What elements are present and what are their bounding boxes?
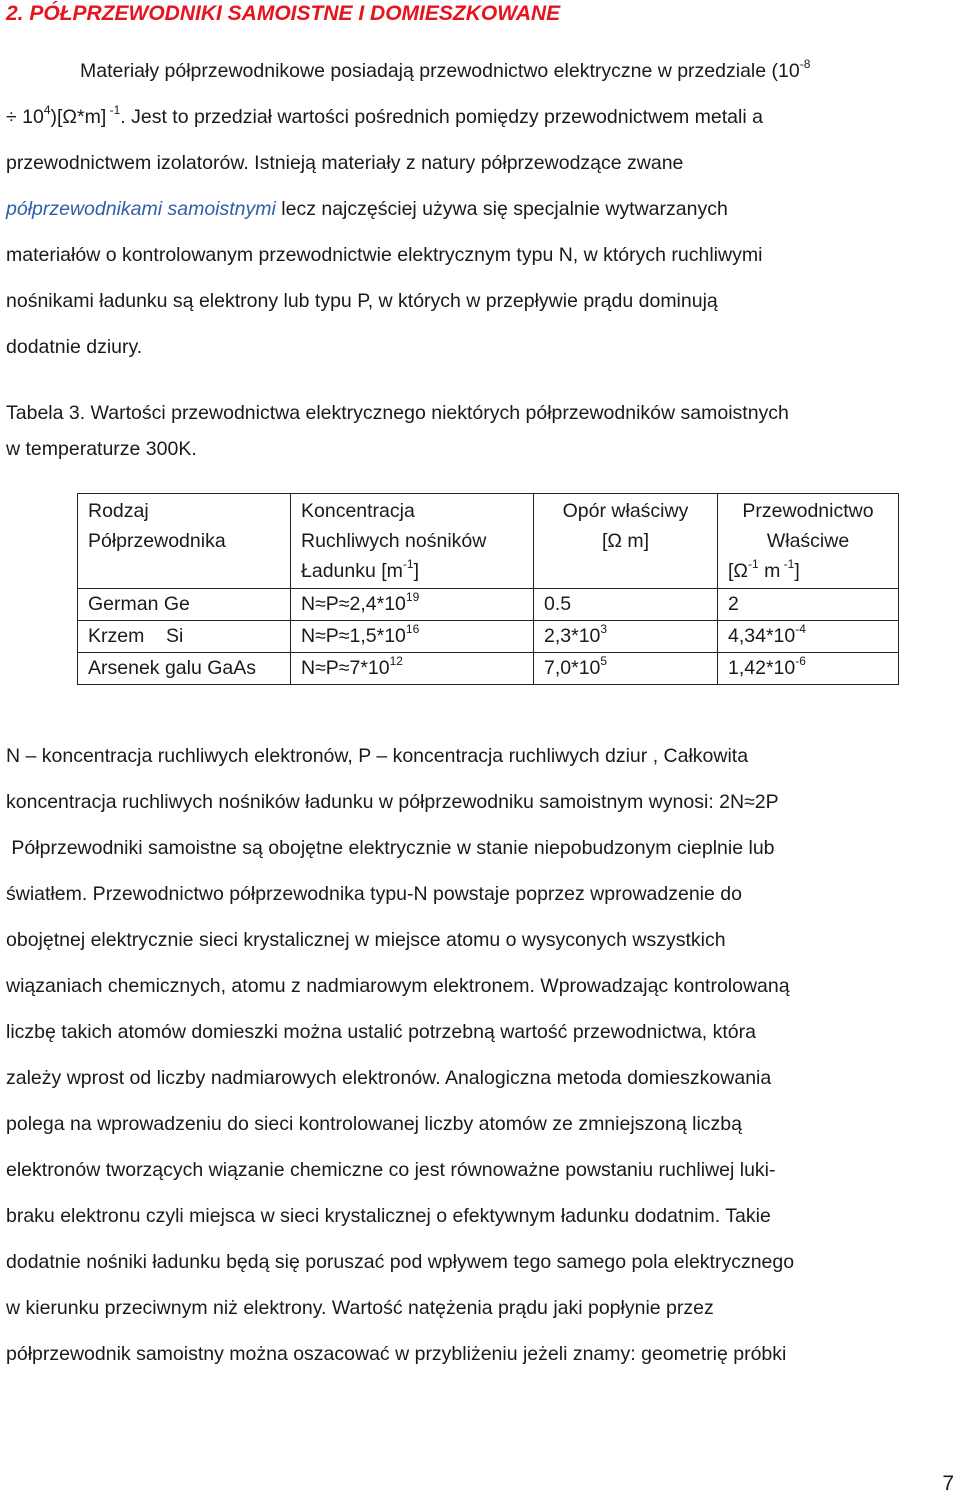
table-row [78, 621, 899, 653]
body-line: obojętnej elektrycznie sieci krystalicznej w miejsce atomu o wysyconych wszystkich [6, 929, 726, 951]
body-line: braku elektronu czyli miejsca w sieci krystalicznej o efektywnym ładunku dodatnim. Takie [6, 1205, 771, 1227]
body-line: Półprzewodniki samoistne są obojętne elektrycznie w stanie niepobudzonym cieplnie lub [6, 837, 775, 859]
body-line: polega na wprowadzeniu do sieci kontrolowanej liczby atomów ze zmniejszoną liczbą [6, 1113, 742, 1135]
intro-paragraph [6, 48, 954, 370]
cell-resistivity: 0.5 [534, 589, 718, 621]
header-resistivity: Opór właściwy [Ω m] [534, 494, 718, 589]
cell-material: Krzem Si [78, 621, 291, 653]
cell-material: German Ge [78, 589, 291, 621]
intro-line-5: materiałów o kontrolowanym przewodnictwie elektrycznym typu N, w których ruchliwymi [6, 244, 763, 266]
cell-resistivity: $7,0*10^5$ [534, 653, 718, 685]
intro-line-2: ÷ $10^4)[\Omega*m]$ $^{-1}$. Jest to przedział wartości pośrednich pomiędzy przewodnictwem metali a [6, 103, 763, 128]
caption-line-2: w temperaturze 300K. [6, 438, 197, 460]
intro-line-4: półprzewodnikami samoistnymi lecz najczęściej używa się specjalnie wytwarzanych [6, 198, 728, 220]
cell-material: Arsenek galu GaAs [78, 653, 291, 685]
semiconductor-table [77, 493, 899, 685]
body-line: światłem. Przewodnictwo półprzewodnika typu-N powstaje poprzez wprowadzenie do [6, 883, 742, 905]
table-header-row [78, 494, 899, 589]
caption-line-1: Tabela 3. Wartości przewodnictwa elektrycznego niektórych półprzewodników samoistnych [6, 402, 789, 424]
division-sign: ÷ [6, 106, 17, 128]
emphasized-term: półprzewodnikami samoistnymi [6, 198, 276, 220]
cell-concentration: $N\approx P\approx 7*10^{12}$ [291, 653, 534, 685]
table-row [78, 653, 899, 685]
header-type: Rodzaj Półprzewodnika [78, 494, 291, 589]
body-line: półprzewodnik samoistny można oszacować w przybliżeniu jeżeli znamy: geometrię próbki [6, 1343, 787, 1365]
header-concentration: Koncentracja Ruchliwych nośników Ładunku $[m^{-1}]$ [291, 494, 534, 589]
cell-conductivity: 2 [718, 589, 899, 621]
cell-conductivity: $1,42*10^{-6}$ [718, 653, 899, 685]
body-line: liczbę takich atomów domieszki można ustalić potrzebną wartość przewodnictwa, która [6, 1021, 756, 1043]
intro-line-1: Materiały półprzewodnikowe posiadają przewodnictwo elektryczne w przedziale ($10^{-8}$ [80, 57, 811, 82]
body-line: dodatnie nośniki ładunku będą się poruszać pod wpływem tego samego pola elektrycznego [6, 1251, 795, 1273]
body-paragraph [6, 733, 954, 1377]
body-line: w kierunku przeciwnym niż elektrony. Wartość natężenia prądu jaki popłynie przez [6, 1297, 714, 1319]
body-line: elektronów tworzących wiązanie chemiczne co jest równoważne powstaniu ruchliwej luki- [6, 1159, 776, 1181]
cell-conductivity: $4,34*10^{-4}$ [718, 621, 899, 653]
body-line: koncentracja ruchliwych nośników ładunku w półprzewodniku samoistnym wynosi: 2N≈2P [6, 791, 779, 813]
page-number: 7 [942, 1472, 954, 1495]
intro-line-3: przewodnictwem izolatorów. Istnieją materiały z natury półprzewodzące zwane [6, 152, 684, 174]
cell-concentration: $N\approx P\approx 2,4*10^{19}$ [291, 589, 534, 621]
body-line: wiązaniach chemicznych, atomu z nadmiarowym elektronem. Wprowadzając kontrolowaną [6, 975, 790, 997]
cell-concentration: $N\approx P\approx 1,5*10^{16}$ [291, 621, 534, 653]
section-heading: 2. PÓŁPRZEWODNIKI SAMOISTNE I DOMIESZKOWANE [6, 2, 561, 25]
intro-line-6: nośnikami ładunku są elektrony lub typu P, w których w przepływie prądu dominują [6, 290, 718, 312]
body-line: zależy wprost od liczby nadmiarowych elektronów. Analogiczna metoda domieszkowania [6, 1067, 772, 1089]
table-row [78, 589, 899, 621]
body-line: N – koncentracja ruchliwych elektronów, P – koncentracja ruchliwych dziur , Całkowita [6, 745, 749, 767]
intro-line-7: dodatnie dziury. [6, 336, 143, 358]
table-caption [6, 395, 789, 467]
header-conductivity: Przewodnictwo Właściwe [$\Omega^{-1}$ m $^{-1}$] [718, 494, 899, 589]
cell-resistivity: $2,3*10^3$ [534, 621, 718, 653]
